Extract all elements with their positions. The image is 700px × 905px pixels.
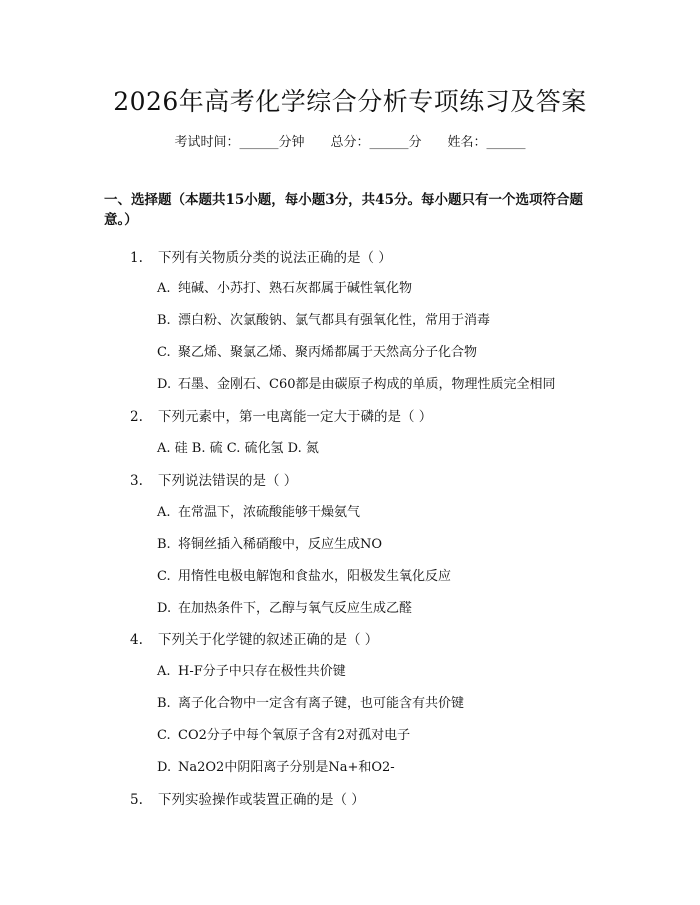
question-3-option-c [157, 565, 451, 584]
option-text: CO2分子中每个氧原子含有2对孤对电子 [178, 728, 411, 743]
option-label: D. [157, 601, 172, 616]
option-text: 纯碱、小苏打、熟石灰都属于碱性氧化物 [178, 281, 413, 296]
option-label: D. [157, 760, 172, 775]
option-text: 在常温下，浓硫酸能够干燥氨气 [178, 505, 361, 520]
option-text: 用惰性电极电解饱和食盐水，阳极发生氧化反应 [178, 569, 452, 584]
option-text: 将铜丝插入稀硝酸中，反应生成NO [178, 537, 383, 552]
question-number: 4. [130, 632, 143, 648]
question-4-option-c [157, 724, 410, 743]
question-number: 1. [130, 250, 143, 266]
option-label: C. [157, 345, 171, 360]
question-4-option-a [157, 660, 346, 679]
exam-time-field: 考试时间：______分钟 [174, 135, 305, 150]
question-2-options: A. 硅 B. 硫 C. 硫化氢 D. 氮 [157, 441, 319, 456]
question-3-option-b [157, 533, 382, 552]
total-score-field: 总分：______分 [330, 135, 422, 150]
option-text: 石墨、金刚石、C60都是由碳原子构成的单质，物理性质完全相同 [178, 377, 556, 392]
question-stem: 下列说法错误的是（ ） [158, 473, 298, 489]
question-number: 3. [130, 473, 143, 489]
question-stem: 下列实验操作或装置正确的是（ ） [158, 792, 365, 808]
option-text: H-F分子中只存在极性共价键 [178, 664, 346, 679]
question-stem: 下列元素中，第一电离能一定大于磷的是（ ） [158, 409, 433, 425]
question-1-option-b [157, 309, 490, 328]
option-label: B. [157, 537, 171, 552]
section-heading: 一、选择题（本题共15小题，每小题3分，共45分。每小题只有一个选项符合题意。） [104, 192, 583, 228]
option-text: 离子化合物中一定含有离子键，也可能含有共价键 [178, 696, 465, 711]
question-3-option-a [157, 501, 360, 520]
option-text: 漂白粉、次氯酸钠、氯气都具有强氧化性，常用于消毒 [178, 313, 491, 328]
exam-meta [0, 131, 700, 150]
option-label: B. [157, 313, 171, 328]
question-1-option-a [157, 277, 412, 296]
question-1-option-c [157, 341, 477, 360]
question-stem: 下列关于化学键的叙述正确的是（ ） [158, 632, 379, 648]
question-4-option-b [157, 692, 464, 711]
option-text: Na2O2中阴阳离子分别是Na+和O2- [178, 760, 395, 775]
student-name-field: 姓名：______ [447, 135, 526, 150]
question-1-option-d [157, 373, 556, 392]
option-text: 聚乙烯、聚氯乙烯、聚丙烯都属于天然高分子化合物 [178, 345, 478, 360]
page-title: 2026年高考化学综合分析专项练习及答案 [113, 87, 587, 116]
question-number: 2. [130, 409, 143, 425]
option-label: B. [157, 696, 171, 711]
question-2 [130, 405, 432, 425]
option-label: A. [157, 505, 171, 520]
question-stem: 下列有关物质分类的说法正确的是（ ） [158, 250, 392, 266]
question-4-option-d [157, 756, 395, 775]
question-3 [130, 469, 297, 489]
option-label: A. [157, 664, 171, 679]
option-text: 在加热条件下，乙醇与氧气反应生成乙醛 [178, 601, 413, 616]
question-4 [130, 628, 378, 648]
option-label: C. [157, 569, 171, 584]
question-1 [130, 246, 392, 266]
question-number: 5. [130, 792, 143, 808]
option-label: D. [157, 377, 172, 392]
option-label: A. [157, 281, 171, 296]
question-3-option-d [157, 597, 412, 616]
option-label: C. [157, 728, 171, 743]
question-5 [130, 788, 365, 808]
